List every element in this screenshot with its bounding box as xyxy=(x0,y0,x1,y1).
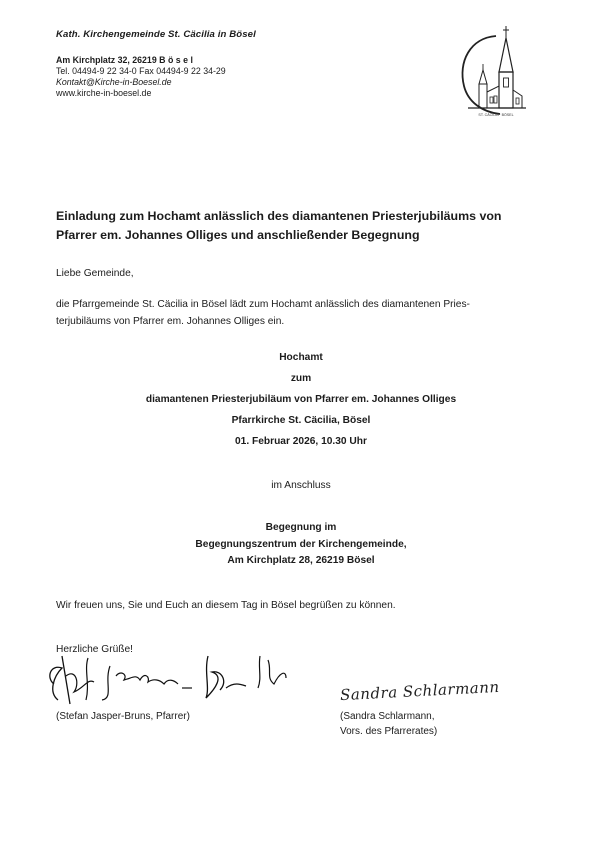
meeting-address: Am Kirchplatz 28, 26219 Bösel xyxy=(227,555,375,566)
event-occasion: diamantenen Priesterjubiläum von Pfarrer em. Johannes Olliges xyxy=(145,394,457,405)
signature-right-caption-1: (Sandra Schlarmann, xyxy=(340,711,435,722)
subject-line-2: Pfarrer em. Johannes Olliges und anschließender Begegnung xyxy=(56,228,420,242)
meeting-block xyxy=(56,520,546,570)
address-line: Am Kirchplatz 32, 26219 B ö s e l xyxy=(56,55,193,65)
email-link[interactable]: Kontakt@Kirche-in-Boesel.de xyxy=(56,77,172,87)
meeting-place: Begegnungszentrum der Kirchengemeinde, xyxy=(195,538,407,550)
event-datetime: 01. Februar 2026, 10.30 Uhr xyxy=(235,436,367,447)
greeting: Liebe Gemeinde, xyxy=(56,268,134,279)
website-link[interactable]: www.kirche-in-boesel.de xyxy=(56,88,152,98)
organization-name: Kath. Kirchengemeinde St. Cäcilia in Bösel xyxy=(56,29,256,40)
signature-right-caption xyxy=(340,709,437,739)
signature-right-caption-2: Vors. des Pfarrerates) xyxy=(340,726,438,737)
meeting-title: Begegnung im xyxy=(265,522,337,533)
regards: Herzliche Grüße! xyxy=(56,644,133,655)
logo-caption: ST. CÄCILIA · BÖSEL xyxy=(478,113,514,117)
intro-paragraph xyxy=(56,297,470,330)
church-logo-icon xyxy=(456,20,532,120)
event-title: Hochamt xyxy=(279,352,323,363)
intro-line-2: terjubiläums von Pfarrer em. Johannes Olliges ein. xyxy=(56,315,285,327)
signature-left-caption: (Stefan Jasper-Bruns, Pfarrer) xyxy=(56,711,190,722)
letter-subject xyxy=(56,207,546,245)
subject-line-1: Einladung zum Hochamt anlässlich des diamantenen Priesterjubiläums von xyxy=(56,209,502,223)
event-zum: zum xyxy=(290,373,312,384)
event-block xyxy=(56,347,546,452)
phone-fax-line: Tel. 04494-9 22 34-0 Fax 04494-9 22 34-29 xyxy=(56,66,226,76)
closing-text: Wir freuen uns, Sie und Euch an diesem Tag in Bösel begrüßen zu können. xyxy=(56,600,396,611)
signature-left-icon xyxy=(40,648,300,708)
intro-line-1: die Pfarrgemeinde St. Cäcilia in Bösel lädt zum Hochamt anlässlich des diamantenen Pries- xyxy=(56,299,470,310)
connection-text: im Anschluss xyxy=(271,480,331,491)
signature-right-handwritten: Sandra Schlarmann xyxy=(339,677,500,705)
event-location: Pfarrkirche St. Cäcilia, Bösel xyxy=(231,415,371,426)
